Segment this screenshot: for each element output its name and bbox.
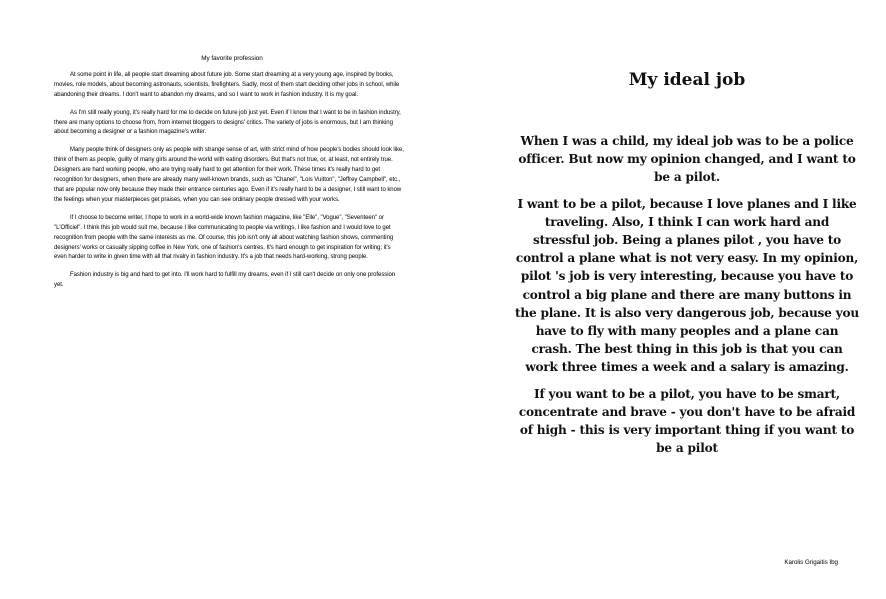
left-essay bbox=[54, 54, 404, 299]
right-essay-paragraph-3: If you want to be a pilot, you have to be smart, concentrate and brave - you don't have to be afraid of high - this is very important thing if you want to be a pilot bbox=[518, 386, 856, 456]
right-essay-paragraph-1: When I was a child, my ideal job was to be a police officer. But now my opinion changed, and I want to be a pilot. bbox=[518, 134, 856, 185]
right-essay-paragraph-2: I want to be a pilot, because I love planes and I like traveling. Also, I think I can work hard and stressful job. Being a planes pilot , you have to control a plane what is not very easy. In my opinion, pilot 's job is very interesting, because you have to control a big plane and there are many buttons in the plane. It is also very dangerous job, because you have to fly with many peoples and a plane can crash. The best thing in this job is that you can work three times a week and a salary is amazing. bbox=[515, 196, 859, 375]
left-essay-paragraph-3: Many people think of designers only as people with strange sense of art, with strict mind of how people's bodies should look like, think of them as people, guilty of many girls around the world with eating disorders. But that's not true, or, at least, not entirely true. Designers are hard working people, who are trying really hard to get attention for their work. These times it's really hard to get recognition for designers, when there are already many well-known brands, such as "Chanel", "Lois Vuitton", "Jeffrey Campbell", etc., that are popular now only because they made their entrance centuries ago. Even if it's really hard to be a designer, I still want to know the feelings when your masterpieces get praises, when you can see ordinary people dressed with your works. bbox=[54, 147, 404, 203]
left-essay-paragraph-1: At some point in life, all people start dreaming about future job. Some start dreaming at a very young age, inspired by books, movies, role models, about becoming astronauts, scientists, firefighters. Sadly, most of them start deciding other jobs in school, while abandoning their dreams. I don't want to abandon my dreams, and so I want to work in fashion industry. It is my goal. bbox=[54, 71, 400, 98]
left-essay-paragraph-2: As I'm still really young, it's really hard for me to decide on future job just yet. Even if I know that I want to be in fashion industry, there are many options to choose from, from internet bloggers to designs' critics. The variety of jobs is enormous, but I am thinking about becoming a designer or a fashion magazine's writer. bbox=[54, 109, 401, 136]
right-essay-title: My ideal job bbox=[628, 70, 746, 90]
author-signature: Karolis Grigaitis Ibg bbox=[784, 559, 838, 566]
left-essay-paragraph-4: If I choose to become writer, I hope to work in a world-wide known fashion magazine, like "Elle", "Vogue", "Seventeen" or "L'Officiel". I think this job would suit me, because I like communicating to people via writings, I like fashion and I would love to get recognition from people with the same interests as me. Of course, this job isn't only all about watching fashion shows, commenting designers' works or casually sipping coffee in New York, one of fashion's centres. It's hard enough to get inspiration for writing; it's even harder to write in given time with all that rivalry in fashion industry. It's a job that needs hard-working, strong people. bbox=[54, 214, 394, 261]
left-essay-paragraph-5: Fashion industry is big and hard to get into. I'll work hard to fulfill my dreams, even if I still can't decide on only one profession yet. bbox=[54, 272, 396, 289]
right-essay bbox=[515, 66, 859, 465]
left-essay-title: My favorite profession bbox=[201, 55, 263, 62]
